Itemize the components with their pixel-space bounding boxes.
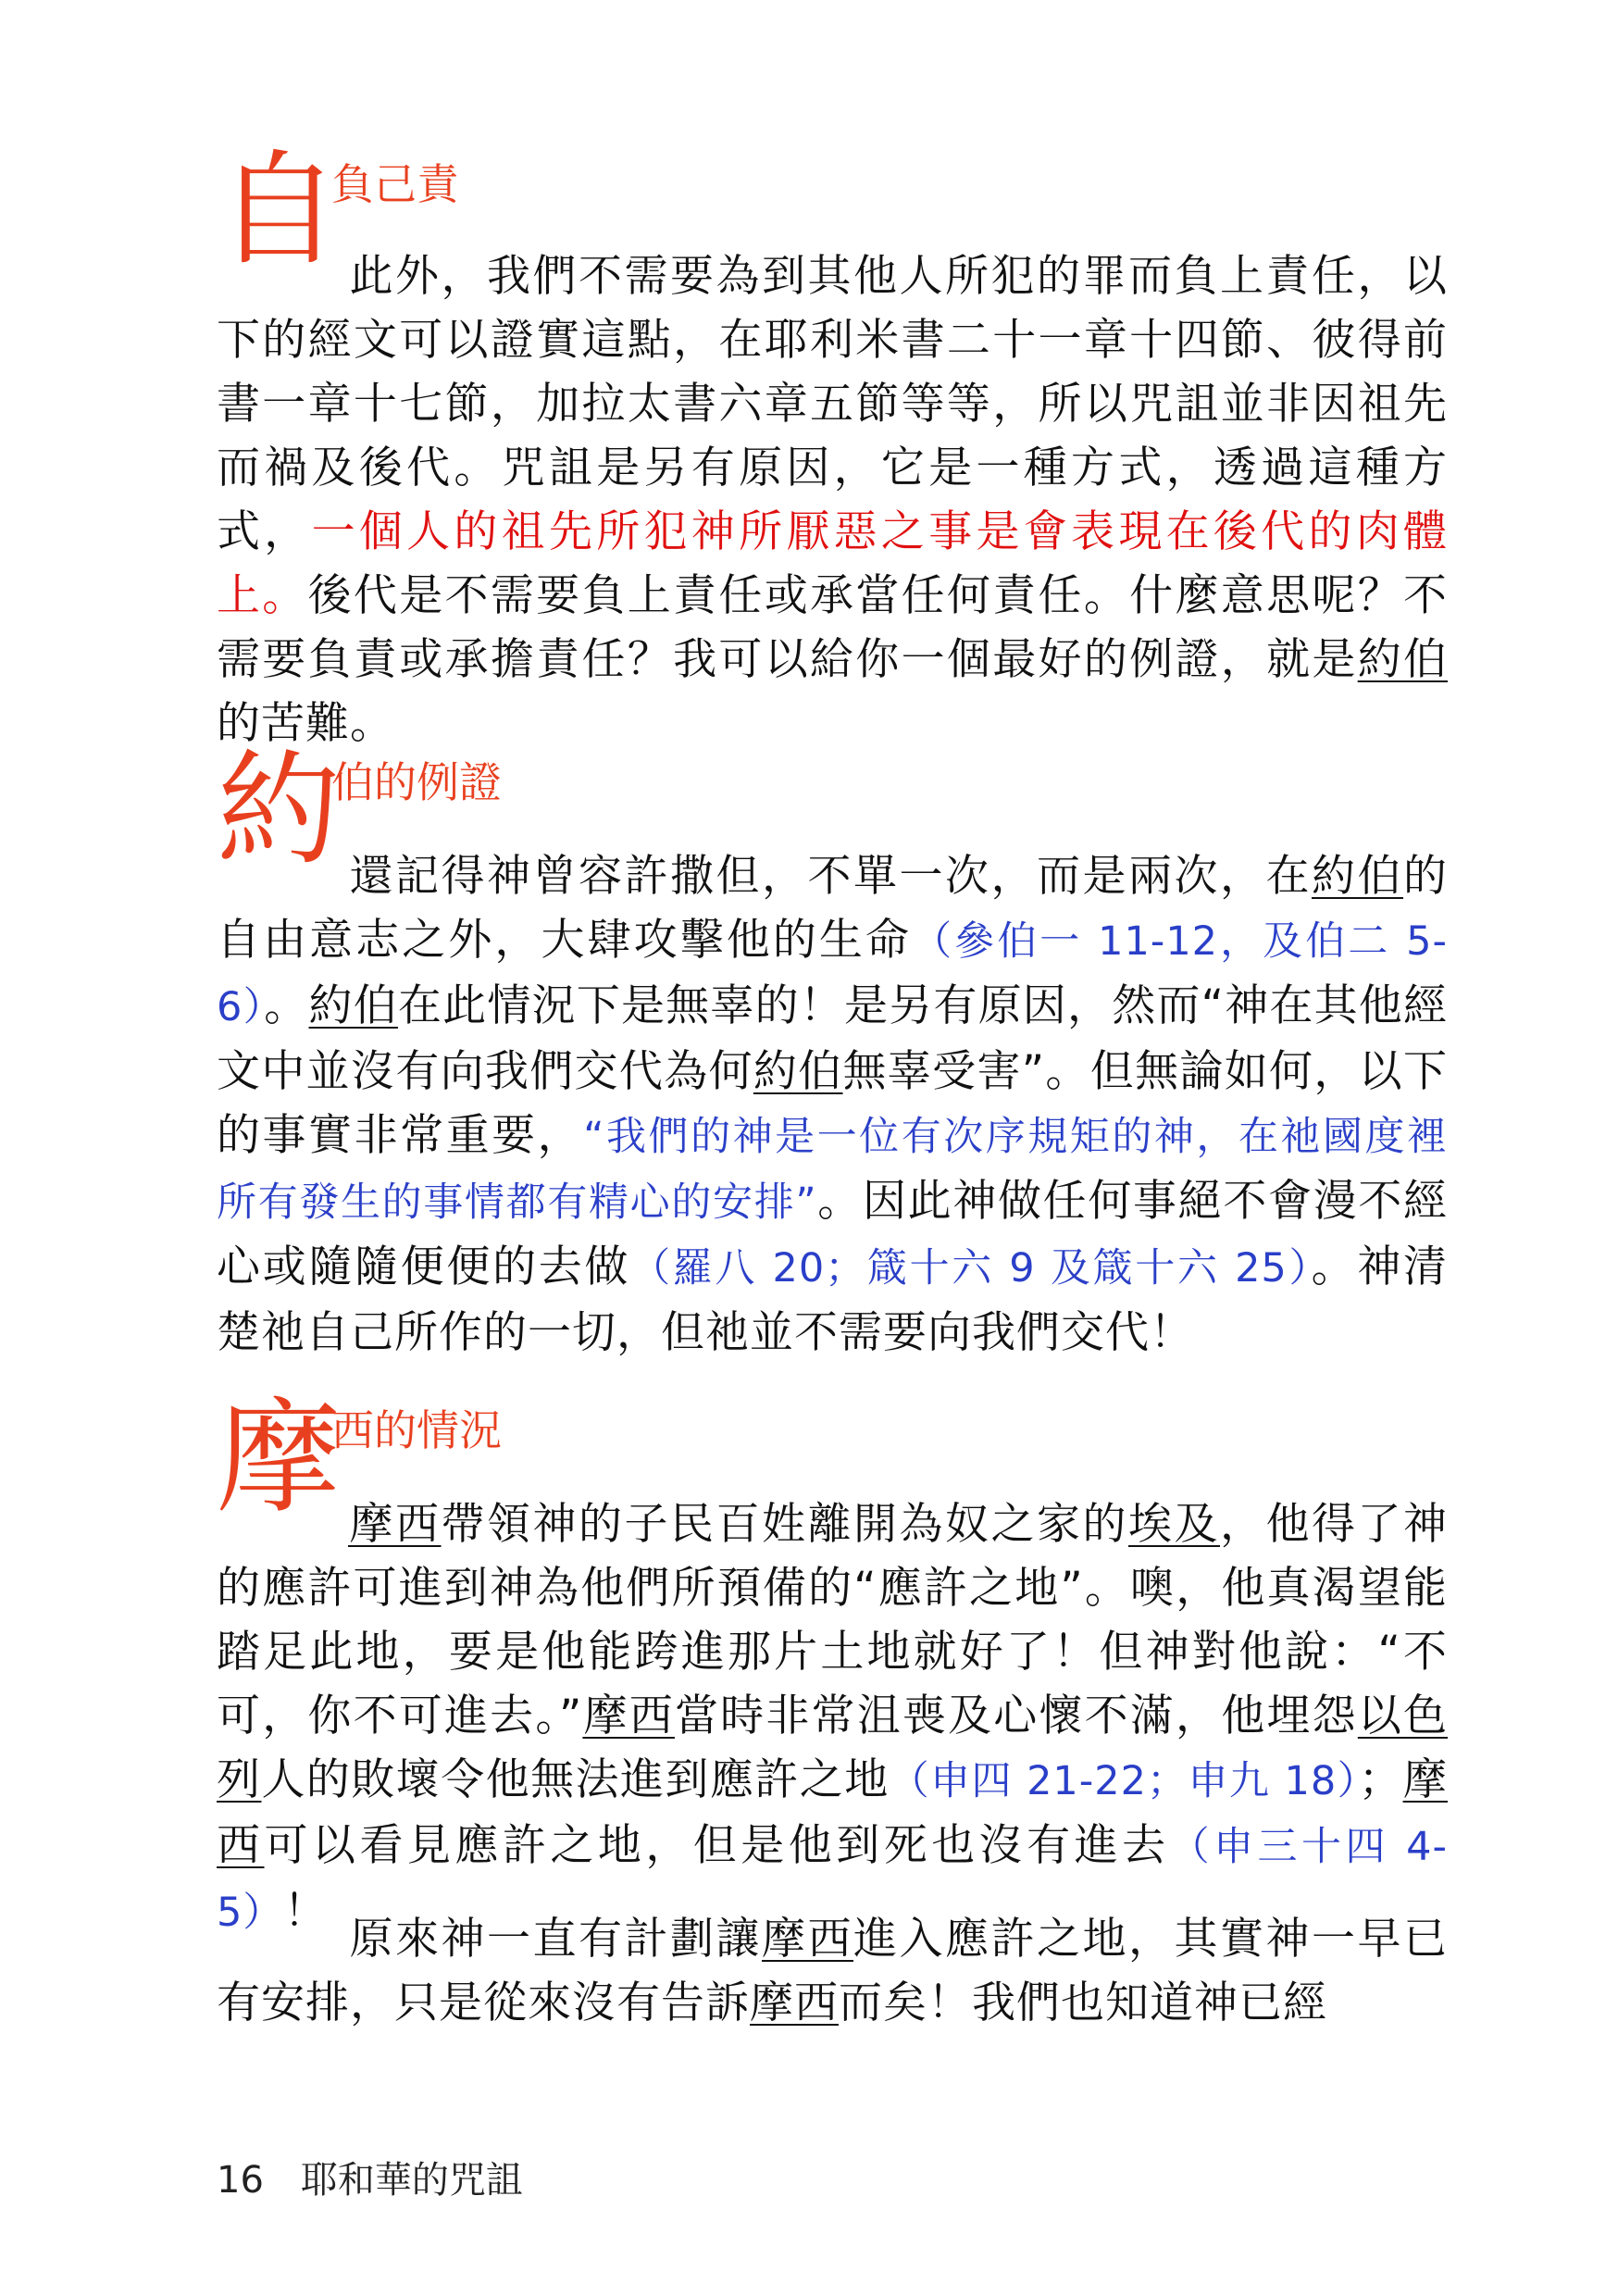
name-egypt: 埃及 [1128, 1499, 1220, 1550]
text-segment: 的苦難。 [217, 698, 394, 749]
text-segment: 而矣！我們也知道神已經 [839, 1978, 1327, 2028]
section-body [217, 844, 1448, 1365]
text-segment: 進入應許之地，其實神一早已有安排，只是從來沒有告訴 [217, 1914, 1448, 2028]
name-israel: 以色列 [217, 1691, 1449, 1805]
text-segment: 。因此神做任何事絕不會漫不經心或隨隨便便的去做 [217, 1176, 1448, 1292]
name-moses: 摩西 [582, 1691, 675, 1741]
name-moses: 摩西 [750, 1978, 839, 2028]
text-segment: ！ [283, 1886, 329, 1937]
text-segment: 帶領神的子民百姓離開為奴之家的 [441, 1499, 1128, 1550]
section-subtitle: 伯的例證 [331, 757, 502, 807]
text-segment: 可以看見應許之地，但是他到死也沒有進去 [264, 1820, 1170, 1871]
name-job: 約伯 [753, 1046, 843, 1097]
section-self-responsibility [217, 138, 1449, 750]
dropcap: 自 [217, 138, 342, 282]
book-title: 耶和華的咒詛 [300, 2159, 523, 2202]
name-moses: 摩西 [217, 1754, 1449, 1871]
page-number: 16 [217, 2159, 264, 2202]
section-body [217, 1492, 1448, 1945]
text-segment: ，他得了神的應許可進到神為他們所預備的“應許之地”。噢，他真渴望能踏足此地，要是他能跨進那片土地就好了！但神對他說：“不可，你不可進去。” [217, 1499, 1448, 1741]
text-segment: 的自由意志之外，大肆攻擊他的生命 [217, 851, 1448, 966]
section-moses [217, 1386, 1449, 2118]
name-job: 約伯 [1357, 634, 1449, 685]
scripture-reference: （羅八 20；箴十六 9 及箴十六 25） [630, 1245, 1312, 1292]
section-subtitle: 負己責 [331, 159, 459, 209]
text-segment: 原來神一直有計劃讓 [348, 1914, 762, 1965]
text-segment: 後代是不需要負上責任或承當任何責任。什麼意思呢？不需要負責或承擔責任？我可以給你一個最好的例證，就是 [217, 570, 1449, 685]
text-segment: 還記得神曾容許撒但，不單一次，而是兩次，在 [348, 851, 1312, 902]
name-job: 約伯 [308, 980, 398, 1031]
text-segment: 。 [264, 980, 309, 1031]
text-segment: 無辜受害”。但無論如何，以下的事實非常重要， [217, 1046, 1448, 1161]
name-moses: 摩西 [762, 1914, 853, 1965]
scripture-reference: （申四 21-22；申九 18） [889, 1758, 1359, 1804]
scripture-quote: “我們的神是一位有次序規矩的神，在祂國度裡所有發生的事情都有精心的安排” [217, 1114, 1449, 1226]
text-segment: 人的敗壞令他無法進到應許之地 [261, 1754, 890, 1805]
dropcap: 摩 [217, 1386, 342, 1530]
section-body [217, 244, 1448, 755]
scripture-reference: （參伯一 11-12，及伯二 5-6） [217, 918, 1448, 1030]
section-subtitle: 西的情況 [331, 1405, 502, 1455]
name-moses: 摩西 [348, 1499, 442, 1550]
text-segment: ； [1358, 1754, 1403, 1805]
emphasis-text: 一個人的祖先所犯神所厭惡之事是會表現在後代的肉體上。 [217, 506, 1449, 621]
text-segment: 在此情況下是無辜的！是另有原因，然而“神在其他經文中並沒有向我們交代為何 [217, 980, 1449, 1097]
page-footer [217, 2159, 523, 2202]
name-job: 約伯 [1312, 851, 1403, 902]
text-segment: 此外，我們不需要為到其他人所犯的罪而負上責任，以下的經文可以證實這點，在耶利米書二十一章十四節、彼得前書一章十七節，加拉太書六章五節等等，所以咒詛並非因祖先而禍及後代。咒詛是另有原因，它是一種方式，透過這種方式， [217, 251, 1448, 557]
scripture-reference: （申三十四 4-5） [217, 1824, 1449, 1936]
section-body-paragraph-2 [217, 1907, 1448, 2035]
text-segment: 。神清楚祂自己所作的一切，但祂並不需要向我們交代！ [217, 1242, 1449, 1358]
dropcap: 約 [217, 738, 342, 882]
section-job-example [217, 738, 1449, 1387]
text-segment: 當時非常沮喪及心懷不滿，他埋怨 [674, 1691, 1358, 1741]
